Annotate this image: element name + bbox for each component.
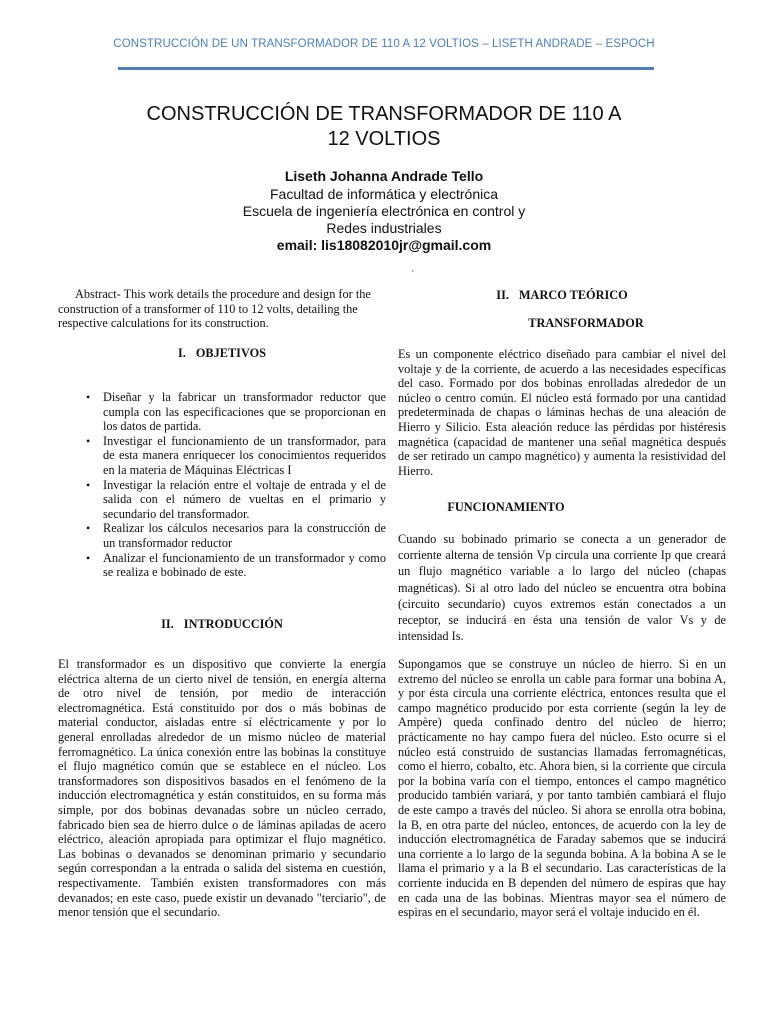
header-rule	[118, 67, 654, 70]
list-item: • Investigar el funcionamiento de un transformador, para de esta manera enriquecer los conocimientos requeridos en la materia de Máquinas Eléctricas I	[86, 433, 386, 477]
objetivos-list	[58, 390, 386, 580]
section-heading-marco	[398, 288, 726, 303]
list-item: • Investigar la relación entre el voltaje de entrada y el de salida con el número de vueltas en el primario y secundario del transformador.	[86, 477, 386, 521]
funcionamiento-paragraph-1: Cuando su bobinado primario se conecta a un generador de corriente alterna de tensión Vp circula una corriente Ip que creará un flujo magnético variable a lo largo del núcleo (chapas magnéticas). Si al otro lado del núcleo se encuentra otra bobina (circuito secundario) cuyos extremos están conectados a un receptor, se inducirá en ésta una tensión de valor Vs y de intensidad Is.	[398, 532, 726, 644]
bullet-icon: •	[86, 550, 91, 565]
subsection-heading-transformador: TRANSFORMADOR	[528, 316, 644, 330]
author-affiliation-2: Escuela de ingeniería electrónica en control y	[242, 203, 526, 219]
introduccion-paragraph: El transformador es un dispositivo que convierte la energía eléctrica alterna de un cierto nivel de tensión, en energía alterna de otro nivel de tensión, por medio de interacción electromagnética. Está constituido por dos o más bobinas de material conductor, aisladas entre sí eléctricamente y por lo general enrolladas alrededor de un mismo núcleo de material ferromagnético. La única conexión entre las bobinas la constituye el flujo magnético común que se establece en el núcleo. Los transformadores son dispositivos basados en el fenómeno de la inducción electromagnética y están constituidos, en su forma más simple, por dos bobinas devanadas sobre un núcleo cerrado, fabricado bien sea de hierro dulce o de láminas apiladas de acero eléctrico, aleación apropiada para optimizar el flujo magnético. Las bobinas o devanados se denominan primario y secundario según correspondan a la entrada o salida del sistema en cuestión, respectivamente. También existen transformadores con más devanados; en este caso, puede existir un devanado "terciario", de menor tensión que el secundario.	[58, 657, 386, 920]
author-block	[184, 168, 584, 254]
paper-title	[84, 102, 684, 152]
section-title: INTRODUCCIÓN	[183, 617, 283, 631]
section-number: II.	[496, 288, 509, 302]
bullet-icon: •	[86, 433, 91, 448]
section-title: OBJETIVOS	[195, 346, 267, 360]
list-item: • Realizar los cálculos necesarios para la construcción de un transformador reductor	[86, 521, 386, 550]
bullet-icon: •	[86, 390, 91, 404]
running-header: CONSTRUCCIÓN DE UN TRANSFORMADOR DE 110 A 12 VOLTIOS – LISETH ANDRADE – ESPOCH	[113, 38, 655, 50]
abstract-text: This work details the procedure and design for the construction of a transformer of 110 to 12 volts, detailing the respective calculations for its construction.	[58, 287, 371, 331]
bullet-icon: •	[86, 477, 91, 492]
section-title: MARCO TEÓRICO	[518, 288, 628, 302]
author-affiliation-1: Facultad de informática y electrónica	[270, 186, 498, 202]
author-name: Liseth Johanna Andrade Tello	[284, 168, 484, 184]
section-number: II.	[161, 617, 174, 631]
title-line-1: CONSTRUCCIÓN DE TRANSFORMADOR DE 110 A	[146, 103, 622, 125]
list-item: • Diseñar y la fabricar un transformador reductor que cumpla con las especificaciones que se proporcionan en los datos de partida.	[86, 390, 386, 434]
title-line-2: 12 VOLTIOS	[327, 128, 441, 150]
subsection-heading-funcionamiento: FUNCIONAMIENTO	[447, 500, 565, 514]
section-number: I.	[177, 346, 186, 360]
list-item: • Analizar el funcionamiento de un transformador y como se realiza e bobinado de este.	[86, 550, 386, 580]
section-heading-objetivos	[58, 346, 386, 361]
author-email: email: lis18082010jr@gmail.com	[276, 237, 492, 253]
abstract	[58, 287, 376, 331]
abstract-label: Abstract-	[75, 287, 121, 301]
funcionamiento-paragraph-2: Supongamos que se construye un núcleo de hierro. Si en un extremo del núcleo se enrolla un cable para formar una bobina A, y por ésta circula una corriente eléctrica, entonces resulta que el campo magnético producido por esta corriente (según la ley de Ampère) queda confinado dentro del núcleo de hierro; prácticamente no hay campo fuera del núcleo. Esto ocurre si el núcleo está construido de sustancias llamadas ferromagnéticas, como el hierro, cobalto, etc. Ahora bien, si la corriente que circula por la bobina varía con el tiempo, entonces el campo magnético producido también variará, y por tanto también cambiará el flujo de este campo a través del núcleo. Si ahora se enrolla otra bobina, la B, en otra parte del núcleo, entonces, de acuerdo con la ley de inducción electromagnética de Faraday sabemos que se inducirá una corriente a lo largo de la segunda bobina. A la bobina A se le llama el primario y a la B el secundario. Las características de la corriente inducida en B dependen del número de espiras que hay en cada una de las bobinas. Mientras mayor sea el número de espiras en el secundario, mayor será el voltaje inducido en él.	[398, 657, 726, 920]
stray-tick-mark: `	[411, 270, 415, 281]
bullet-icon: •	[86, 521, 91, 536]
section-heading-introduccion	[58, 617, 386, 632]
author-affiliation-3: Redes industriales	[326, 220, 442, 236]
transformador-paragraph: Es un componente eléctrico diseñado para cambiar el nivel del voltaje y de la corriente, de acuerdo a las necesidades específicas del caso. Formado por dos bobinas enrolladas alrededor de un núcleo o centro común. El núcleo está formado por una cantidad predeterminada de chapas o láminas hechas de una aleación de Hierro y Silicio. Esta aleación reduce las pérdidas por histéresis magnética (capacidad de mantener una señal magnética después de ser retirado un campo magnético) y aumenta la resistividad del Hierro.	[398, 347, 726, 478]
